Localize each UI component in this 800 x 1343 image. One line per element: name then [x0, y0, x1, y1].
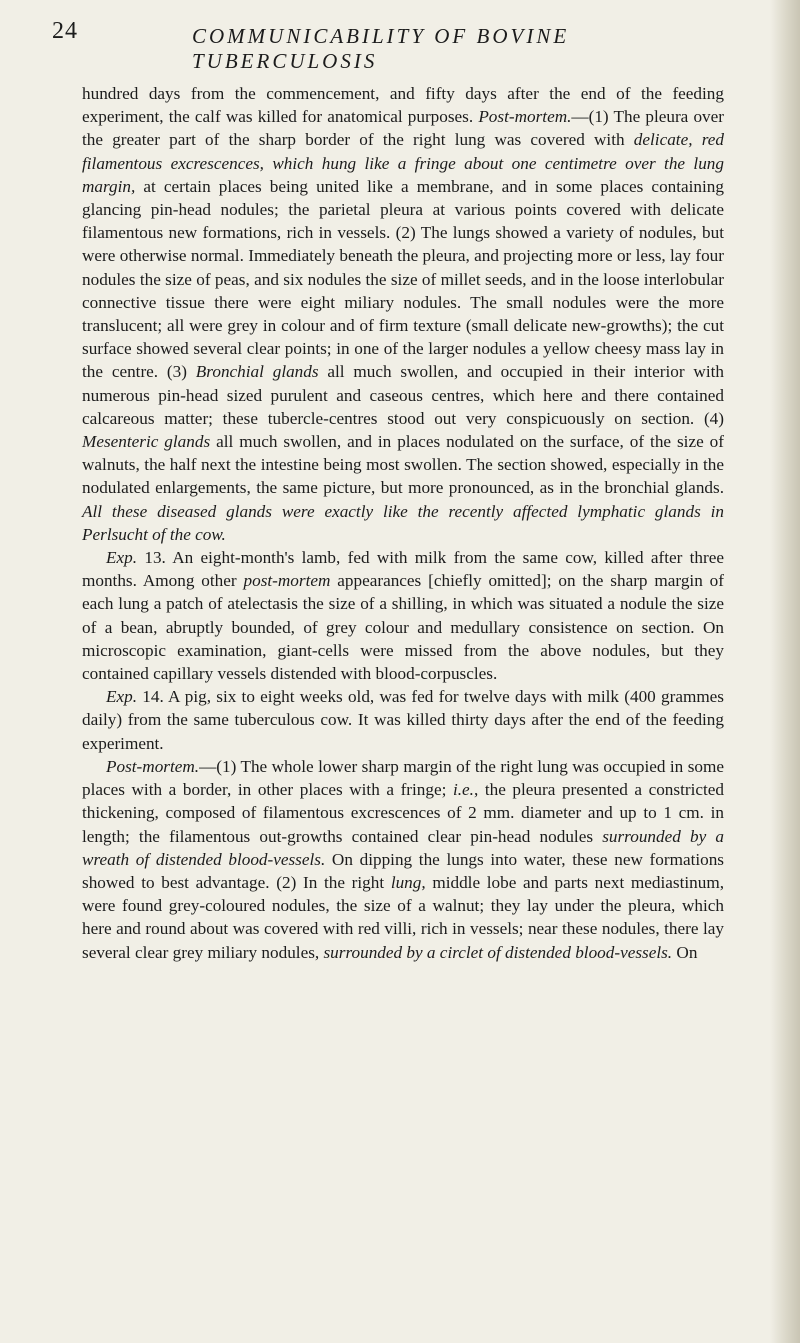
- paragraph: [82, 546, 724, 685]
- italic-text: lung,: [390, 872, 426, 892]
- paragraph: [82, 82, 724, 546]
- body-text: [82, 82, 724, 964]
- italic-text: Post-mortem.: [478, 107, 572, 127]
- text-run: all much swollen, and in places nodulated on the surface, of the size of walnuts, the half next the intestine being most swollen. The section showed, especially in the nodulated enlargements, the same picture, but more pronounced, as in the bronchial glands.: [82, 432, 724, 498]
- italic-text: Mesenteric glands: [82, 432, 211, 452]
- italic-text: post-mortem: [243, 571, 331, 591]
- running-head: COMMUNICABILITY OF BOVINE TUBERCULOSIS: [192, 24, 570, 73]
- italic-text: Post-mortem.: [106, 756, 200, 776]
- text-run: at certain places being united like a membrane, and in some places containing glancing pin-head nodules; the parietal pleura at various points covered with delicate filamentous new formations, rich in vessels. (2) The lungs showed a variety of nodules, but were otherwise normal. Immediately beneath the pleura, and projecting more or less, lay four nodules the size of peas, and six nodules the size of millet seeds, and in the loose interlobular connective tissue there were eight miliary nodules. The small nodules were the more translucent; all were grey in colour and of firm texture (small delicate new-growths); the cut surface showed several clear points; in one of the larger nodules a yellow cheesy mass lay in the centre. (3): [82, 176, 724, 382]
- text-run: all much swollen, and occupied in their interior with numerous pin-head sized purulent and caseous centres, which here and there contained calcareous matter; these tubercle-centres stood out very conspicuously on section. (4): [82, 362, 724, 428]
- paragraph: [82, 755, 724, 964]
- text-run: , the pleura presented a constricted thickening, composed of filamentous excrescences of 2 mm. diameter and up to 1 cm. in length; the filamentous out-growths contained clear pin-head nodules: [82, 780, 724, 846]
- text-run: On dipping the lungs into water, these new formations showed to best advantage. (2) In the right: [82, 849, 724, 892]
- page-number: 24: [52, 18, 78, 44]
- text-run: middle lobe and parts next mediastinum, were found grey-coloured nodules, the size of a walnut; they lay under the pleura, which here and round about was covered with red villi, rich in vessels; near these nodules, there lay several clear grey miliary nodules,: [82, 872, 724, 962]
- text-run: —(1) The pleura over the greater part of the sharp border of the right lung was covered with: [82, 107, 724, 150]
- text-run: appearances [chiefly omitted]; on the sharp margin of each lung a patch of atelectasis the size of a shilling, in which was situated a nodule the size of a bean, abruptly bounded, of grey colour and medullary consistence on section. On microscopic examination, giant-cells were missed from the above nodules, but they contained capillary vessels distended with blood-corpuscles.: [82, 571, 724, 684]
- italic-text: Bronchial glands: [195, 362, 319, 382]
- italic-text: surrounded by a circlet of distended blood-vessels.: [323, 942, 673, 962]
- text-run: 14. A pig, six to eight weeks old, was fed for twelve days with milk (400 grammes daily) from the same tuberculous cow. It was killed thirty days after the end of the feeding experiment.: [82, 687, 724, 753]
- italic-text: All these diseased glands were exactly like the recently affected lymphatic glands in Perlsucht of the cow.: [82, 501, 724, 544]
- page-header: [52, 18, 752, 73]
- text-run: On: [672, 942, 698, 962]
- italic-text: Exp.: [106, 687, 138, 707]
- italic-text: Exp.: [106, 548, 138, 568]
- text-run: hundred days from the commencement, and fifty days after the end of the feeding experiment, the calf was killed for anatomical purposes.: [82, 84, 724, 127]
- page-edge: [770, 0, 800, 1343]
- text-run: 13. An eight-month's lamb, fed with milk from the same cow, killed after three months. Among other: [82, 548, 724, 591]
- italic-text: i.e.: [452, 780, 474, 800]
- paragraph: [82, 685, 724, 755]
- italic-text: surrounded by a wreath of distended blood-vessels.: [82, 826, 725, 869]
- text-run: —(1) The whole lower sharp margin of the right lung was occupied in some places with a border, in other places with a fringe;: [82, 756, 724, 800]
- italic-text: delicate, red filamentous excrescences, which hung like a fringe about one centimetre over the lung margin,: [82, 130, 724, 196]
